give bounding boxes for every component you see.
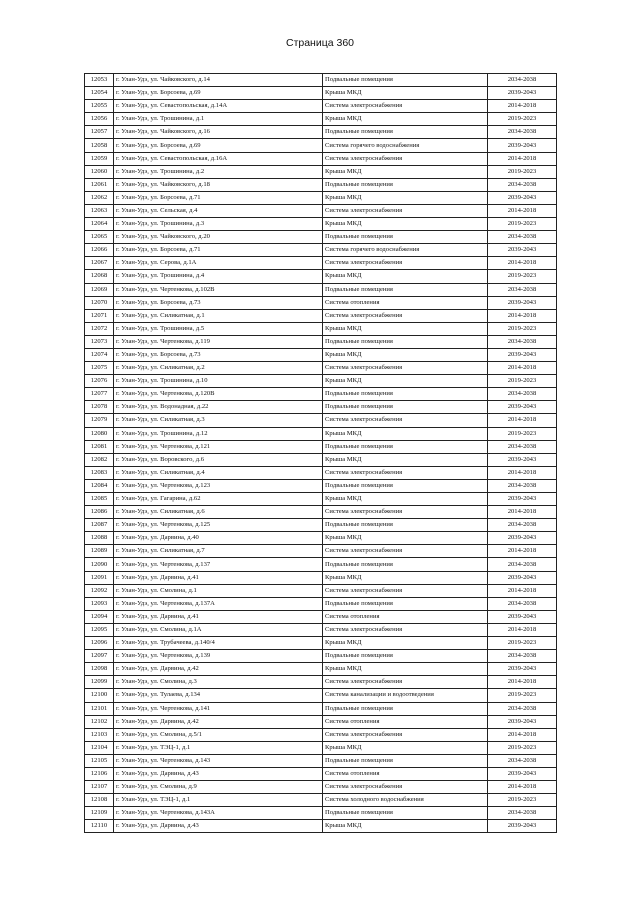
table-row [85, 650, 557, 663]
period-cell: 2034-2038 [488, 178, 557, 191]
table-row [85, 427, 557, 440]
system-cell: Крыша МКД [323, 571, 488, 584]
address-cell: г. Улан-Удэ, ул. Борсоева, д.69 [114, 87, 323, 100]
system-cell: Подвальные помещения [323, 754, 488, 767]
address-cell: г. Улан-Удэ, ул. Силикатная, д.4 [114, 466, 323, 479]
row-number-cell: 12054 [85, 87, 114, 100]
system-cell: Система горячего водоснабжения [323, 139, 488, 152]
system-cell: Крыша МКД [323, 218, 488, 231]
period-cell: 2019-2023 [488, 427, 557, 440]
address-cell: г. Улан-Удэ, ул. Дарвина, д.42 [114, 715, 323, 728]
table-row [85, 414, 557, 427]
system-cell: Подвальные помещения [323, 650, 488, 663]
period-cell: 2039-2043 [488, 87, 557, 100]
row-number-cell: 12092 [85, 584, 114, 597]
system-cell: Система электроснабжения [323, 466, 488, 479]
row-number-cell: 12094 [85, 610, 114, 623]
row-number-cell: 12083 [85, 466, 114, 479]
table-row [85, 689, 557, 702]
address-cell: г. Улан-Удэ, ул. Чертенкова, д.123 [114, 479, 323, 492]
table-row [85, 204, 557, 217]
address-cell: г. Улан-Удэ, ул. Трубачеева, д.140/4 [114, 637, 323, 650]
address-cell: г. Улан-Удэ, ул. Чайковского, д.14 [114, 74, 323, 87]
period-cell: 2014-2018 [488, 466, 557, 479]
address-cell: г. Улан-Удэ, ул. Борсоева, д.73 [114, 296, 323, 309]
table-row [85, 348, 557, 361]
period-cell: 2034-2038 [488, 74, 557, 87]
table-row [85, 728, 557, 741]
system-cell: Крыша МКД [323, 87, 488, 100]
system-cell: Подвальные помещения [323, 807, 488, 820]
row-number-cell: 12110 [85, 820, 114, 833]
period-cell: 2019-2023 [488, 689, 557, 702]
system-cell: Подвальные помещения [323, 401, 488, 414]
row-number-cell: 12096 [85, 637, 114, 650]
period-cell: 2014-2018 [488, 100, 557, 113]
system-cell: Система отопления [323, 610, 488, 623]
period-cell: 2039-2043 [488, 401, 557, 414]
table-row [85, 466, 557, 479]
period-cell: 2019-2023 [488, 375, 557, 388]
address-cell: г. Улан-Удэ, ул. ТЭЦ-1, д.1 [114, 794, 323, 807]
period-cell: 2014-2018 [488, 414, 557, 427]
table-row [85, 296, 557, 309]
row-number-cell: 12086 [85, 506, 114, 519]
table-row [85, 794, 557, 807]
row-number-cell: 12074 [85, 348, 114, 361]
period-cell: 2019-2023 [488, 270, 557, 283]
address-cell: г. Улан-Удэ, ул. Чертенкова, д.119 [114, 335, 323, 348]
table-row [85, 270, 557, 283]
row-number-cell: 12067 [85, 257, 114, 270]
system-cell: Система электроснабжения [323, 414, 488, 427]
table-row [85, 493, 557, 506]
period-cell: 2039-2043 [488, 767, 557, 780]
system-cell: Система электроснабжения [323, 506, 488, 519]
table-row [85, 375, 557, 388]
table-row [85, 165, 557, 178]
row-number-cell: 12070 [85, 296, 114, 309]
address-cell: г. Улан-Удэ, ул. Чертенкова, д.143А [114, 807, 323, 820]
address-cell: г. Улан-Удэ, ул. Дарвина, д.40 [114, 532, 323, 545]
table-row [85, 87, 557, 100]
period-cell: 2014-2018 [488, 676, 557, 689]
table-row [85, 309, 557, 322]
table-row [85, 388, 557, 401]
period-cell: 2014-2018 [488, 545, 557, 558]
table-row [85, 191, 557, 204]
period-cell: 2034-2038 [488, 126, 557, 139]
system-cell: Подвальные помещения [323, 74, 488, 87]
row-number-cell: 12093 [85, 597, 114, 610]
row-number-cell: 12084 [85, 479, 114, 492]
period-cell: 2039-2043 [488, 820, 557, 833]
address-cell: г. Улан-Удэ, ул. Силикатная, д.7 [114, 545, 323, 558]
address-cell: г. Улан-Удэ, ул. Чертенкова, д.137 [114, 558, 323, 571]
system-cell: Крыша МКД [323, 741, 488, 754]
period-cell: 2034-2038 [488, 335, 557, 348]
row-number-cell: 12064 [85, 218, 114, 231]
period-cell: 2014-2018 [488, 309, 557, 322]
table-row [85, 218, 557, 231]
period-cell: 2019-2023 [488, 218, 557, 231]
table-row [85, 506, 557, 519]
period-cell: 2014-2018 [488, 257, 557, 270]
system-cell: Крыша МКД [323, 663, 488, 676]
period-cell: 2019-2023 [488, 165, 557, 178]
period-cell: 2034-2038 [488, 231, 557, 244]
row-number-cell: 12071 [85, 309, 114, 322]
table-row [85, 113, 557, 126]
period-cell: 2014-2018 [488, 204, 557, 217]
table-row [85, 178, 557, 191]
row-number-cell: 12057 [85, 126, 114, 139]
table-row [85, 152, 557, 165]
row-number-cell: 12102 [85, 715, 114, 728]
address-cell: г. Улан-Удэ, ул. Чертенкова, д.143 [114, 754, 323, 767]
address-cell: г. Улан-Удэ, ул. Севастопольская, д.16А [114, 152, 323, 165]
row-number-cell: 12055 [85, 100, 114, 113]
system-cell: Система отопления [323, 715, 488, 728]
row-number-cell: 12081 [85, 440, 114, 453]
table-row [85, 754, 557, 767]
table-row [85, 702, 557, 715]
table-row [85, 623, 557, 636]
address-cell: г. Улан-Удэ, ул. Чертенкова, д.120В [114, 388, 323, 401]
address-cell: г. Улан-Удэ, ул. Севастопольская, д.14А [114, 100, 323, 113]
row-number-cell: 12073 [85, 335, 114, 348]
address-cell: г. Улан-Удэ, ул. Чайковского, д.20 [114, 231, 323, 244]
system-cell: Крыша МКД [323, 637, 488, 650]
period-cell: 2039-2043 [488, 571, 557, 584]
period-cell: 2039-2043 [488, 244, 557, 257]
period-cell: 2039-2043 [488, 493, 557, 506]
address-cell: г. Улан-Удэ, ул. Трошинина, д.5 [114, 322, 323, 335]
address-cell: г. Улан-Удэ, ул. Воровского, д.6 [114, 453, 323, 466]
period-cell: 2039-2043 [488, 715, 557, 728]
row-number-cell: 12107 [85, 781, 114, 794]
address-cell: г. Улан-Удэ, ул. Силикатная, д.1 [114, 309, 323, 322]
row-number-cell: 12072 [85, 322, 114, 335]
address-cell: г. Улан-Удэ, ул. Чертенкова, д.137А [114, 597, 323, 610]
row-number-cell: 12090 [85, 558, 114, 571]
period-cell: 2039-2043 [488, 139, 557, 152]
table-row [85, 610, 557, 623]
row-number-cell: 12103 [85, 728, 114, 741]
address-cell: г. Улан-Удэ, ул. Силикатная, д.2 [114, 362, 323, 375]
row-number-cell: 12104 [85, 741, 114, 754]
table-row [85, 283, 557, 296]
address-cell: г. Улан-Удэ, ул. Дарвина, д.41 [114, 610, 323, 623]
table-row [85, 676, 557, 689]
page-title: Страница 360 [285, 37, 355, 49]
address-cell: г. Улан-Удэ, ул. Смолина, д.1А [114, 623, 323, 636]
period-cell: 2014-2018 [488, 623, 557, 636]
system-cell: Система электроснабжения [323, 204, 488, 217]
row-number-cell: 12075 [85, 362, 114, 375]
row-number-cell: 12062 [85, 191, 114, 204]
system-cell: Крыша МКД [323, 165, 488, 178]
data-table [84, 73, 557, 833]
period-cell: 2034-2038 [488, 597, 557, 610]
period-cell: 2034-2038 [488, 702, 557, 715]
table-row [85, 231, 557, 244]
row-number-cell: 12091 [85, 571, 114, 584]
table-row [85, 597, 557, 610]
address-cell: г. Улан-Удэ, ул. Тулаева, д.134 [114, 689, 323, 702]
table-row [85, 741, 557, 754]
period-cell: 2039-2043 [488, 348, 557, 361]
address-cell: г. Улан-Удэ, ул. Трошинина, д.12 [114, 427, 323, 440]
address-cell: г. Улан-Удэ, ул. Смолина, д.5/1 [114, 728, 323, 741]
address-cell: г. Улан-Удэ, ул. Трошинина, д.10 [114, 375, 323, 388]
address-cell: г. Улан-Удэ, ул. Смолина, д.1 [114, 584, 323, 597]
row-number-cell: 12065 [85, 231, 114, 244]
row-number-cell: 12082 [85, 453, 114, 466]
period-cell: 2034-2038 [488, 558, 557, 571]
row-number-cell: 12068 [85, 270, 114, 283]
system-cell: Крыша МКД [323, 427, 488, 440]
system-cell: Система электроснабжения [323, 676, 488, 689]
address-cell: г. Улан-Удэ, ул. Гагарина, д.62 [114, 493, 323, 506]
table-row [85, 335, 557, 348]
table-row [85, 715, 557, 728]
table-row [85, 100, 557, 113]
row-number-cell: 12069 [85, 283, 114, 296]
address-cell: г. Улан-Удэ, ул. Дарвина, д.43 [114, 820, 323, 833]
row-number-cell: 12053 [85, 74, 114, 87]
system-cell: Система электроснабжения [323, 781, 488, 794]
address-cell: г. Улан-Удэ, ул. Борсоева, д.69 [114, 139, 323, 152]
system-cell: Система электроснабжения [323, 309, 488, 322]
table-row [85, 257, 557, 270]
row-number-cell: 12099 [85, 676, 114, 689]
address-cell: г. Улан-Удэ, ул. Борсоева, д.71 [114, 244, 323, 257]
address-cell: г. Улан-Удэ, ул. Дарвина, д.43 [114, 767, 323, 780]
table-row [85, 571, 557, 584]
address-cell: г. Улан-Удэ, ул. Трошинина, д.1 [114, 113, 323, 126]
row-number-cell: 12059 [85, 152, 114, 165]
period-cell: 2034-2038 [488, 440, 557, 453]
table-row [85, 532, 557, 545]
system-cell: Система электроснабжения [323, 728, 488, 741]
table-row [85, 663, 557, 676]
address-cell: г. Улан-Удэ, ул. Чертенкова, д.102В [114, 283, 323, 296]
address-cell: г. Улан-Удэ, ул. Чертенкова, д.125 [114, 519, 323, 532]
address-cell: г. Улан-Удэ, ул. Чертенкова, д.141 [114, 702, 323, 715]
table-row [85, 322, 557, 335]
address-cell: г. Улан-Удэ, ул. Водонадная, д.22 [114, 401, 323, 414]
system-cell: Система холодного водоснабжения [323, 794, 488, 807]
period-cell: 2019-2023 [488, 794, 557, 807]
system-cell: Подвальные помещения [323, 335, 488, 348]
table-row [85, 440, 557, 453]
period-cell: 2034-2038 [488, 807, 557, 820]
address-cell: г. Улан-Удэ, ул. Трошинина, д.3 [114, 218, 323, 231]
table-row [85, 637, 557, 650]
table-row [85, 545, 557, 558]
period-cell: 2034-2038 [488, 283, 557, 296]
period-cell: 2039-2043 [488, 191, 557, 204]
period-cell: 2019-2023 [488, 113, 557, 126]
row-number-cell: 12085 [85, 493, 114, 506]
table-row [85, 558, 557, 571]
period-cell: 2034-2038 [488, 519, 557, 532]
system-cell: Подвальные помещения [323, 597, 488, 610]
row-number-cell: 12078 [85, 401, 114, 414]
system-cell: Крыша МКД [323, 322, 488, 335]
address-cell: г. Улан-Удэ, ул. Сельская, д.4 [114, 204, 323, 217]
system-cell: Крыша МКД [323, 820, 488, 833]
period-cell: 2014-2018 [488, 152, 557, 165]
row-number-cell: 12060 [85, 165, 114, 178]
table-row [85, 126, 557, 139]
table-row [85, 139, 557, 152]
address-cell: г. Улан-Удэ, ул. Борсоева, д.71 [114, 191, 323, 204]
period-cell: 2014-2018 [488, 728, 557, 741]
period-cell: 2039-2043 [488, 532, 557, 545]
system-cell: Система горячего водоснабжения [323, 244, 488, 257]
system-cell: Система отопления [323, 296, 488, 309]
row-number-cell: 12095 [85, 623, 114, 636]
table-row [85, 453, 557, 466]
address-cell: г. Улан-Удэ, ул. Чайковского, д.16 [114, 126, 323, 139]
table-row [85, 244, 557, 257]
system-cell: Подвальные помещения [323, 479, 488, 492]
row-number-cell: 12056 [85, 113, 114, 126]
row-number-cell: 12106 [85, 767, 114, 780]
row-number-cell: 12061 [85, 178, 114, 191]
system-cell: Подвальные помещения [323, 519, 488, 532]
system-cell: Подвальные помещения [323, 440, 488, 453]
system-cell: Крыша МКД [323, 113, 488, 126]
row-number-cell: 12087 [85, 519, 114, 532]
table-row [85, 807, 557, 820]
row-number-cell: 12098 [85, 663, 114, 676]
row-number-cell: 12108 [85, 794, 114, 807]
table-body [85, 74, 557, 833]
address-cell: г. Улан-Удэ, ул. Силикатная, д.6 [114, 506, 323, 519]
address-cell: г. Улан-Удэ, ул. Чертенкова, д.121 [114, 440, 323, 453]
period-cell: 2034-2038 [488, 754, 557, 767]
table-row [85, 74, 557, 87]
address-cell: г. Улан-Удэ, ул. Серова, д.1А [114, 257, 323, 270]
row-number-cell: 12066 [85, 244, 114, 257]
period-cell: 2019-2023 [488, 322, 557, 335]
table-row [85, 362, 557, 375]
period-cell: 2034-2038 [488, 479, 557, 492]
row-number-cell: 12077 [85, 388, 114, 401]
row-number-cell: 12097 [85, 650, 114, 663]
row-number-cell: 12088 [85, 532, 114, 545]
table-row [85, 479, 557, 492]
system-cell: Система канализации и водоотведения [323, 689, 488, 702]
row-number-cell: 12105 [85, 754, 114, 767]
system-cell: Крыша МКД [323, 453, 488, 466]
period-cell: 2014-2018 [488, 506, 557, 519]
period-cell: 2014-2018 [488, 362, 557, 375]
period-cell: 2039-2043 [488, 610, 557, 623]
address-cell: г. Улан-Удэ, ул. Чайковского, д.18 [114, 178, 323, 191]
system-cell: Подвальные помещения [323, 388, 488, 401]
system-cell: Система электроснабжения [323, 584, 488, 597]
address-cell: г. Улан-Удэ, ул. Трошинина, д.4 [114, 270, 323, 283]
address-cell: г. Улан-Удэ, ул. Смолина, д.3 [114, 676, 323, 689]
system-cell: Подвальные помещения [323, 231, 488, 244]
period-cell: 2034-2038 [488, 388, 557, 401]
period-cell: 2039-2043 [488, 453, 557, 466]
row-number-cell: 12079 [85, 414, 114, 427]
system-cell: Подвальные помещения [323, 126, 488, 139]
system-cell: Система электроснабжения [323, 623, 488, 636]
period-cell: 2019-2023 [488, 741, 557, 754]
row-number-cell: 12100 [85, 689, 114, 702]
address-cell: г. Улан-Удэ, ул. Борсоева, д.73 [114, 348, 323, 361]
row-number-cell: 12089 [85, 545, 114, 558]
system-cell: Подвальные помещения [323, 702, 488, 715]
row-number-cell: 12058 [85, 139, 114, 152]
system-cell: Крыша МКД [323, 270, 488, 283]
period-cell: 2014-2018 [488, 781, 557, 794]
row-number-cell: 12076 [85, 375, 114, 388]
table-row [85, 820, 557, 833]
system-cell: Крыша МКД [323, 532, 488, 545]
table-row [85, 584, 557, 597]
system-cell: Система электроснабжения [323, 100, 488, 113]
system-cell: Подвальные помещения [323, 178, 488, 191]
system-cell: Подвальные помещения [323, 558, 488, 571]
address-cell: г. Улан-Удэ, ул. Трошинина, д.2 [114, 165, 323, 178]
period-cell: 2039-2043 [488, 663, 557, 676]
period-cell: 2019-2023 [488, 637, 557, 650]
table-row [85, 767, 557, 780]
system-cell: Крыша МКД [323, 348, 488, 361]
period-cell: 2039-2043 [488, 296, 557, 309]
address-cell: г. Улан-Удэ, ул. Смолина, д.9 [114, 781, 323, 794]
system-cell: Система отопления [323, 767, 488, 780]
table-row [85, 519, 557, 532]
period-cell: 2014-2018 [488, 584, 557, 597]
system-cell: Система электроснабжения [323, 257, 488, 270]
system-cell: Крыша МКД [323, 375, 488, 388]
address-cell: г. Улан-Удэ, ул. Дарвина, д.42 [114, 663, 323, 676]
address-cell: г. Улан-Удэ, ул. Чертенкова, д.139 [114, 650, 323, 663]
system-cell: Крыша МКД [323, 191, 488, 204]
address-cell: г. Улан-Удэ, ул. Силикатная, д.3 [114, 414, 323, 427]
table-row [85, 781, 557, 794]
period-cell: 2034-2038 [488, 650, 557, 663]
system-cell: Система электроснабжения [323, 152, 488, 165]
system-cell: Подвальные помещения [323, 283, 488, 296]
row-number-cell: 12109 [85, 807, 114, 820]
row-number-cell: 12101 [85, 702, 114, 715]
table-row [85, 401, 557, 414]
row-number-cell: 12080 [85, 427, 114, 440]
row-number-cell: 12063 [85, 204, 114, 217]
address-cell: г. Улан-Удэ, ул. Дарвина, д.41 [114, 571, 323, 584]
system-cell: Система электроснабжения [323, 362, 488, 375]
address-cell: г. Улан-Удэ, ул. ТЭЦ-1, д.1 [114, 741, 323, 754]
system-cell: Система электроснабжения [323, 545, 488, 558]
system-cell: Крыша МКД [323, 493, 488, 506]
